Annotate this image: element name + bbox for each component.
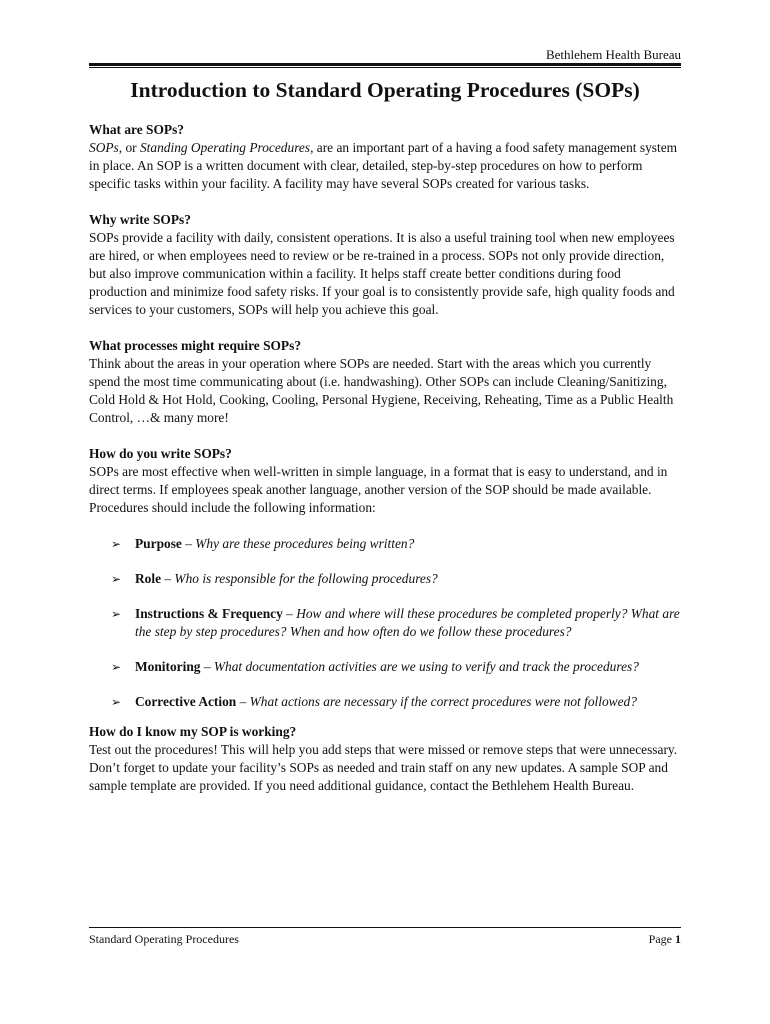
page-title: Introduction to Standard Operating Procedures (SOPs) <box>130 78 640 102</box>
arrowhead-bullet-icon: ➢ <box>111 695 122 709</box>
procedure-info-list <box>89 535 681 711</box>
arrowhead-bullet-icon: ➢ <box>111 660 122 674</box>
main-content <box>89 121 681 813</box>
section-heading: What are SOPs? <box>89 122 184 137</box>
arrowhead-bullet-icon: ➢ <box>111 537 122 551</box>
footer-rule <box>89 927 681 928</box>
section-heading: What processes might require SOPs? <box>89 338 302 353</box>
section-what-are-sops <box>89 121 681 193</box>
section-is-it-working <box>89 723 681 795</box>
section-body: SOPs are most effective when well-written in simple language, in a format that is easy to understand, and in direct terms. If employees speak another language, another version of the SOP should be made available. Procedures should include the following information: <box>89 464 668 515</box>
header-rule <box>89 63 681 68</box>
section-how-to-write <box>89 445 681 517</box>
list-item: ➢ Instructions & Frequency – How and where will these procedures be completed properly? What are the step by step procedures? When and how often do we follow these procedures? <box>111 606 680 639</box>
arrowhead-bullet-icon: ➢ <box>111 572 122 586</box>
section-body: Test out the procedures! This will help you add steps that were missed or remove steps that were unnecessary. Don’t forget to update your facility’s SOPs as needed and train staff on any new updates. A sample SOP and sample template are provided. If you need additional guidance, contact the Bethlehem Health Bureau. <box>89 742 678 793</box>
header-organization: Bethlehem Health Bureau <box>545 47 681 62</box>
list-item: ➢ Corrective Action – What actions are necessary if the correct procedures were not followed? <box>111 694 637 709</box>
section-what-processes <box>89 337 681 427</box>
section-heading: How do you write SOPs? <box>89 446 232 461</box>
footer-document-title: Standard Operating Procedures <box>89 932 239 946</box>
section-body: Think about the areas in your operation where SOPs are needed. Start with the areas which you currently spend the most time communicating about (i.e. handwashing). Other SOPs can include Cleaning/Sanitizing, Cold Hold & Hot Hold, Cooking, Cooling, Personal Hygiene, Receiving, Reheating, Time as a Public Health Control, …& many more! <box>89 356 674 425</box>
section-heading: How do I know my SOP is working? <box>89 724 297 739</box>
section-why-write-sops <box>89 211 681 319</box>
section-body: SOPs provide a facility with daily, consistent operations. It is also a useful training tool when new employees are hired, or when employees need to review or be re-trained in a process. SOPs not only provide direction, but also improve communication within a facility. It helps staff create better conditions during food production and minimize food safety risks. If your goal is to consistently provide safe, high quality foods and services to your customers, SOPs will help you achieve this goal. <box>89 230 675 317</box>
footer-page-number: Page 1 <box>648 932 681 946</box>
list-item: ➢ Role – Who is responsible for the following procedures? <box>111 571 438 586</box>
list-item: ➢ Purpose – Why are these procedures being written? <box>111 536 415 551</box>
list-item: ➢ Monitoring – What documentation activities are we using to verify and track the procedures? <box>111 659 639 674</box>
arrowhead-bullet-icon: ➢ <box>111 607 122 621</box>
section-body: SOPs, or Standing Operating Procedures, are an important part of a having a food safety management system in place. An SOP is a written document with clear, detailed, step-by-step procedures on how to perform specific tasks within your facility. A facility may have several SOPs created for various tasks. <box>89 140 678 191</box>
section-heading: Why write SOPs? <box>89 212 191 227</box>
